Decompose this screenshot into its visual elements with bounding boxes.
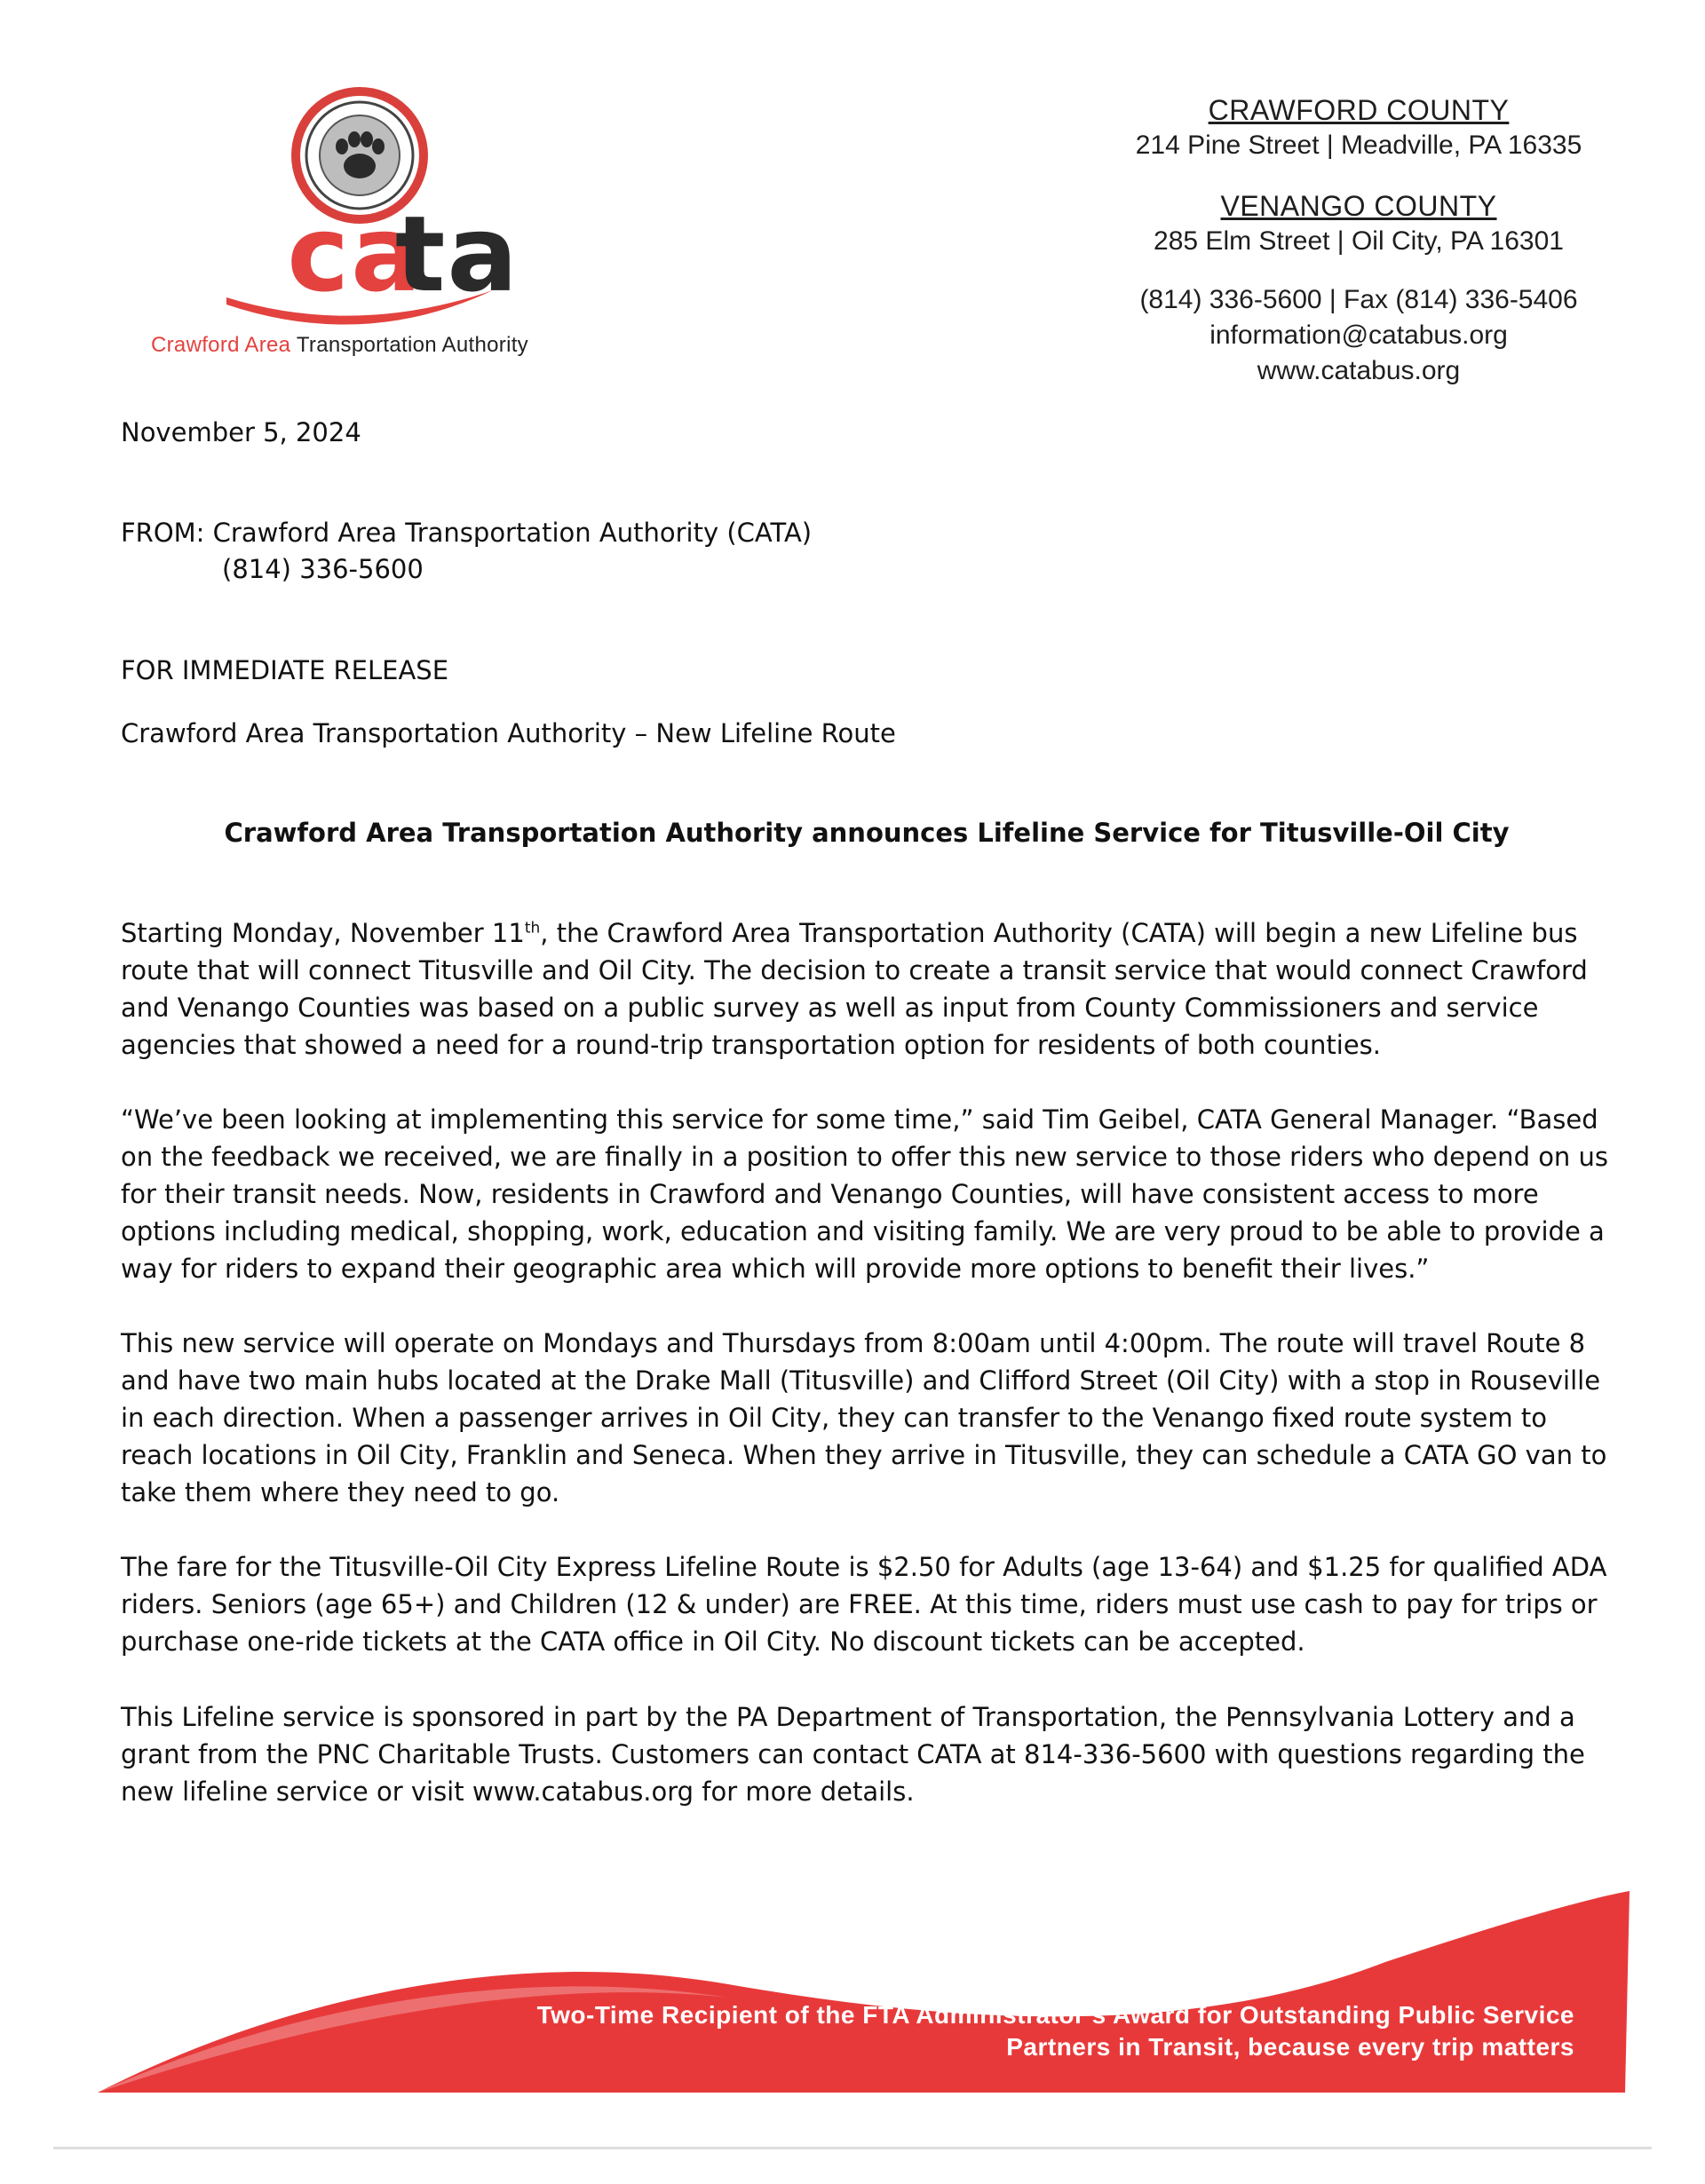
crawford-county-title: CRAWFORD COUNTY (1208, 94, 1510, 126)
phone-fax: (814) 336-5600 | Fax (814) 336-5406 (1139, 285, 1578, 314)
logo-wordmark-ta: ta (394, 193, 520, 315)
paragraph-3 (121, 1325, 1622, 1511)
p1-start: Starting Monday, November 11 (121, 918, 525, 948)
date: November 5, 2024 (121, 417, 361, 447)
cata-logo (133, 84, 577, 368)
paragraph-4 (121, 1548, 1622, 1660)
bottom-divider (53, 2147, 1652, 2149)
crawford-address: 214 Pine Street | Meadville, PA 16335 (1135, 131, 1582, 160)
p1-rest: , the Crawford Area Transportation Authority (CATA) will begin a new Lifeline bus route that will connect Titusville and Oil City. The decision to create a transit service that would connect Crawford and Venango Counties was based on a public survey as well as input from County Commissioners and service agencies that showed a need for a round-trip transportation option for residents of both counties. (121, 918, 1588, 1060)
headline: Crawford Area Transportation Authority announces Lifeline Service for Titusville-Oil City (224, 818, 1510, 848)
footer-award-line: Two-Time Recipient of the FTA Administrator’s Award for Outstanding Public Service (536, 2001, 1574, 2029)
logo-wordmark: ca (287, 193, 424, 315)
p2-text: “We’ve been looking at implementing this service for some time,” said Tim Geibel, CATA General Manager. “Based on the feedback we received, we are finally in a position to offer this new service to those riders who depend on us for their transit needs. Now, residents in Crawford and Venango Counties, will have consistent access to more options including medical, shopping, work, education and visiting family. We are very proud to be able to provide a way for riders to expand their geographic area which will provide more options to benefit their lives.” (121, 1104, 1609, 1284)
subject-line: Crawford Area Transportation Authority – New Lifeline Route (121, 718, 896, 748)
release-label: FOR IMMEDIATE RELEASE (121, 655, 449, 685)
logo-caption-plain: Transportation Authority (296, 333, 528, 357)
venango-county-title: VENANGO COUNTY (1220, 190, 1497, 222)
website-link[interactable]: www.catabus.org (1257, 356, 1461, 385)
p4-text: The fare for the Titusville-Oil City Express Lifeline Route is $2.50 for Adults (age 13-64) and $1.25 for qualified ADA riders. Seniors (age 65+) and Children (12 & under) are FREE. At this time, riders must use cash to pay for trips or purchase one-ride tickets at the CATA office in Oil City. No discount tickets can be accepted. (121, 1552, 1607, 1657)
logo-caption (151, 333, 528, 358)
paragraph-2 (121, 1101, 1622, 1287)
from-line: FROM: Crawford Area Transportation Authority (CATA) (121, 518, 813, 548)
email-address[interactable]: information@catabus.org (1209, 320, 1508, 350)
p5-text: This Lifeline service is sponsored in part by the PA Department of Transportation, the Pennsylvania Lottery and a grant from the PNC Charitable Trusts. Customers can contact CATA at 814-336-5600 with questions regarding the new lifeline service or visit www.catabus.org for more details. (121, 1702, 1585, 1807)
paragraph-5 (121, 1698, 1622, 1810)
footer-tagline: Partners in Transit, because every trip matters (1006, 2033, 1574, 2061)
logo-caption-colored: Crawford Area (151, 333, 291, 357)
paragraph-1 (121, 914, 1622, 1064)
venango-address: 285 Elm Street | Oil City, PA 16301 (1154, 226, 1564, 256)
from-phone: (814) 336-5600 (222, 554, 424, 584)
address-block (1048, 92, 1669, 389)
p3-text: This new service will operate on Mondays and Thursdays from 8:00am until 4:00pm. The route will travel Route 8 and have two main hubs located at the Drake Mall (Titusville) and Clifford Street (Oil City) with a stop in Rouseville in each direction. When a passenger arrives in Oil City, they can transfer to the Venango fixed route system to reach locations in Oil City, Franklin and Seneca. When they arrive in Titusville, they can schedule a CATA GO van to take them where they need to go. (121, 1328, 1607, 1507)
p1-sup: th (524, 919, 541, 938)
